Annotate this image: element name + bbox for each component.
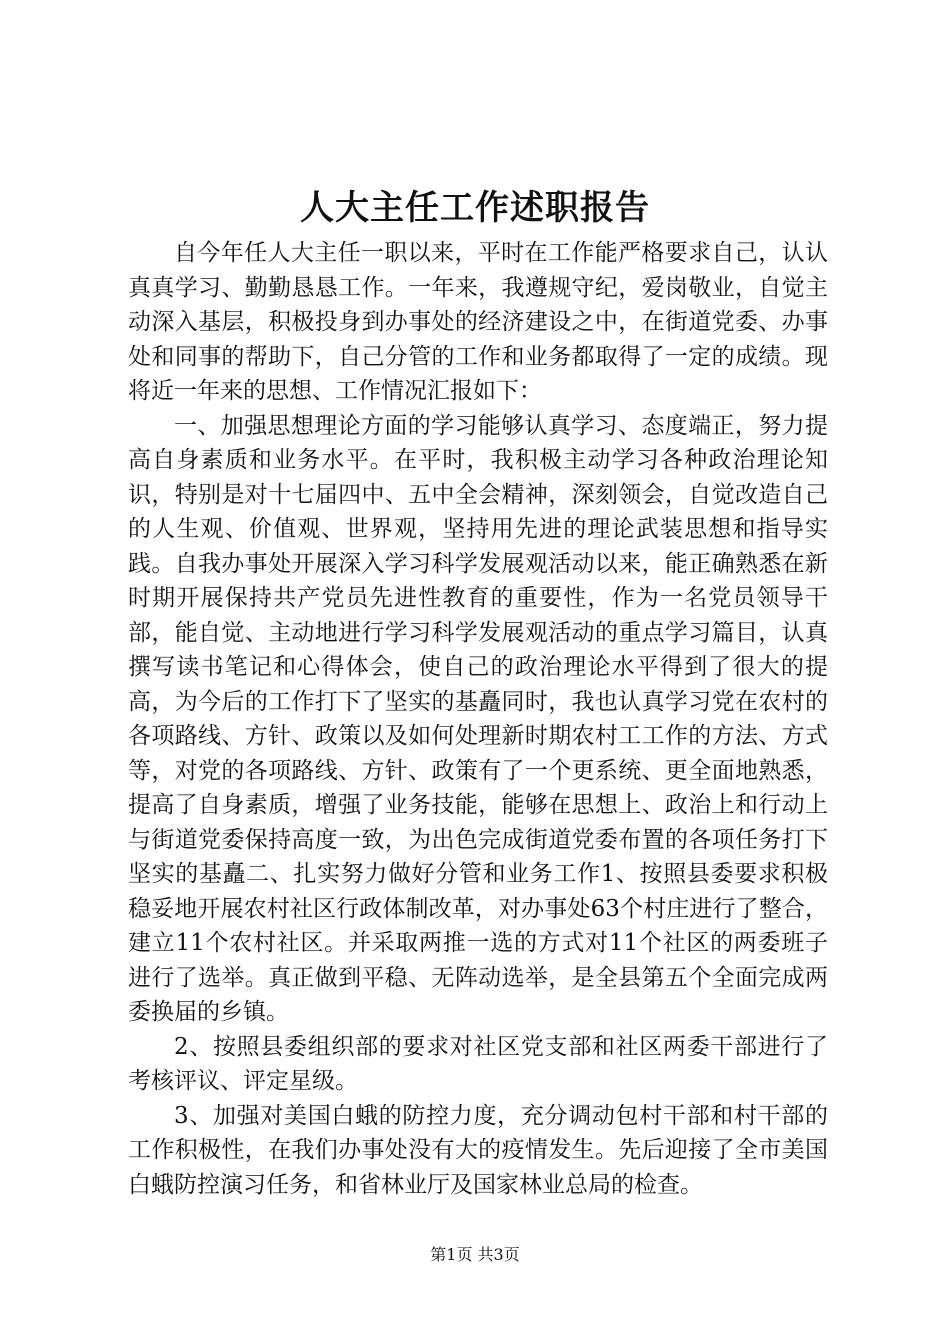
paragraph-item-two: 2、按照县委组织部的要求对社区党支部和社区两委干部进行了考核评议、评定星级。 bbox=[128, 1033, 828, 1094]
document-title: 人大主任工作述职报告 bbox=[300, 188, 650, 228]
document-body bbox=[128, 236, 828, 1202]
paragraph-section-one: 一、加强思想理论方面的学习能够认真学习、态度端正，努力提高自身素质和业务水平。在平时，我积极主动学习各种政治理论知识，特别是对十七届四中、五中全会精神，深刻领会，自觉改造自己的人生观、价值观、世界观，坚持用先进的理论武装思想和指导实践。自我办事处开展深入学习科学发展观活动以来，能正确熟悉在新时期开展保持共产党员先进性教育的重要性，作为一名党员领导干部，能自觉、主动地进行学习科学发展观活动的重点学习篇目，认真撰写读书笔记和心得体会，使自己的政治理论水平得到了很大的提高，为今后的工作打下了坚实的基矗同时，我也认真学习党在农村的各项路线、方针、政策以及如何处理新时期农村工工作的方法、方式等，对党的各项路线、方针、政策有了一个更系统、更全面地熟悉，提高了自身素质，增强了业务技能，能够在思想上、政治上和行动上与街道党委保持高度一致，为出色完成街道党委布置的各项任务打下坚实的基矗二、扎实努力做好分管和业务工作1、按照县委要求积极稳妥地开展农村社区行政体制改革，对办事处63个村庄进行了整合，建立11个农村社区。并采取两推一选的方式对11个社区的两委班子进行了选举。真正做到平稳、无阵动选举，是全县第五个全面完成两委换届的乡镇。 bbox=[128, 412, 828, 1025]
paragraph-item-three: 3、加强对美国白蛾的防控力度，充分调动包村干部和村干部的工作积极性，在我们办事处没有大的疫情发生。先后迎接了全市美国白蛾防控演习任务，和省林业厅及国家林业总局的检查。 bbox=[128, 1102, 828, 1198]
paragraph-intro: 自今年任人大主任一职以来，平时在工作能严格要求自己，认认真真学习、勤勤恳恳工作。一年来，我遵规守纪，爱岗敬业，自觉主动深入基层，积极投身到办事处的经济建设之中，在街道党委、办事处和同事的帮助下，自己分管的工作和业务都取得了一定的成绩。现将近一年来的思想、工作情况汇报如下： bbox=[128, 240, 828, 404]
page-footer: 第1页 共3页 bbox=[430, 1245, 520, 1264]
